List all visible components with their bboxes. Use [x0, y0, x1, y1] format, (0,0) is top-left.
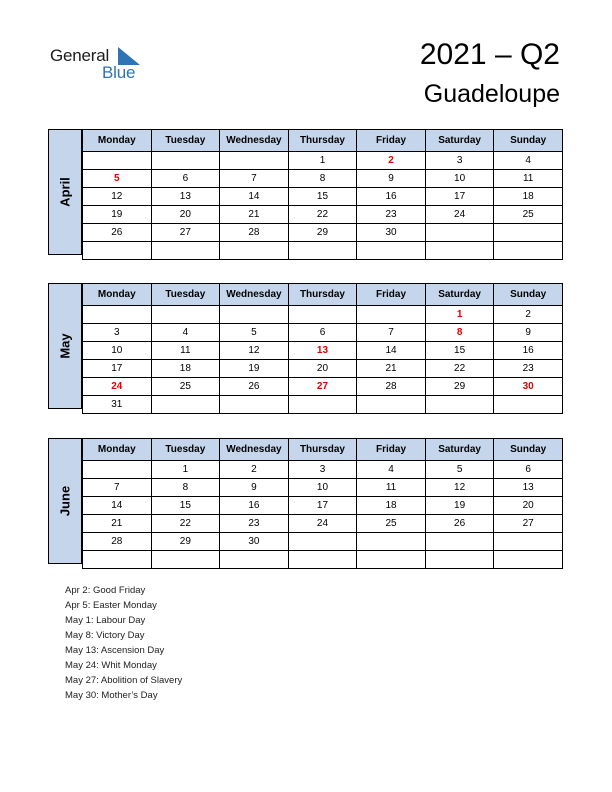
day-cell: 17	[425, 188, 494, 206]
day-cell: 30	[220, 533, 289, 551]
day-cell: 11	[151, 342, 220, 360]
weekday-header: Tuesday	[151, 439, 220, 461]
holiday-note: May 1: Labour Day	[65, 615, 146, 626]
week-row	[83, 497, 563, 515]
day-cell: 15	[151, 497, 220, 515]
day-cell: 17	[83, 360, 152, 378]
day-cell: 8	[151, 479, 220, 497]
week-row	[83, 533, 563, 551]
week-row	[83, 152, 563, 170]
day-cell: 27	[494, 515, 563, 533]
day-cell: 4	[151, 324, 220, 342]
day-cell: 11	[494, 170, 563, 188]
day-cell	[357, 396, 426, 414]
day-cell: 7	[220, 170, 289, 188]
day-cell	[357, 306, 426, 324]
holiday-note: Apr 2: Good Friday	[65, 585, 146, 596]
month-name: June	[57, 485, 73, 517]
day-cell: 20	[494, 497, 563, 515]
day-cell: 2	[357, 152, 426, 170]
holiday-note: May 24: Whit Monday	[65, 660, 157, 671]
day-cell: 16	[494, 342, 563, 360]
day-cell	[83, 461, 152, 479]
day-cell	[425, 224, 494, 242]
day-cell: 8	[425, 324, 494, 342]
weekday-header: Sunday	[494, 130, 563, 152]
day-cell: 21	[83, 515, 152, 533]
day-cell: 30	[357, 224, 426, 242]
day-cell: 5	[220, 324, 289, 342]
day-cell	[494, 242, 563, 260]
day-cell: 29	[425, 378, 494, 396]
weekday-header: Thursday	[288, 439, 357, 461]
weekday-header: Thursday	[288, 284, 357, 306]
week-row	[83, 515, 563, 533]
weekday-header: Tuesday	[151, 284, 220, 306]
day-cell: 27	[151, 224, 220, 242]
day-cell: 29	[151, 533, 220, 551]
page-subtitle: Guadeloupe	[423, 80, 560, 108]
day-cell: 24	[288, 515, 357, 533]
day-cell	[83, 242, 152, 260]
day-cell: 18	[494, 188, 563, 206]
week-row	[83, 206, 563, 224]
day-cell: 25	[151, 378, 220, 396]
day-cell: 3	[288, 461, 357, 479]
weekday-header: Saturday	[425, 284, 494, 306]
day-cell	[151, 152, 220, 170]
day-cell: 13	[288, 342, 357, 360]
day-cell: 4	[494, 152, 563, 170]
week-row	[83, 551, 563, 569]
weekday-header: Friday	[357, 284, 426, 306]
day-cell	[220, 242, 289, 260]
weekday-header: Friday	[357, 130, 426, 152]
day-cell	[151, 396, 220, 414]
holiday-note: May 13: Ascension Day	[65, 645, 165, 656]
week-row	[83, 396, 563, 414]
day-cell: 2	[494, 306, 563, 324]
day-cell: 6	[151, 170, 220, 188]
day-cell	[83, 551, 152, 569]
weekday-header: Sunday	[494, 284, 563, 306]
month-name: May	[57, 333, 73, 359]
day-cell: 23	[357, 206, 426, 224]
day-cell: 1	[151, 461, 220, 479]
day-cell: 13	[494, 479, 563, 497]
day-cell	[220, 396, 289, 414]
day-cell: 15	[425, 342, 494, 360]
day-cell: 2	[220, 461, 289, 479]
day-cell: 9	[220, 479, 289, 497]
day-cell: 22	[151, 515, 220, 533]
day-cell: 29	[288, 224, 357, 242]
day-cell: 23	[220, 515, 289, 533]
day-cell: 18	[151, 360, 220, 378]
week-row	[83, 242, 563, 260]
month-name: April	[57, 177, 73, 207]
week-row	[83, 306, 563, 324]
day-cell: 25	[494, 206, 563, 224]
day-cell	[425, 533, 494, 551]
weekday-header: Wednesday	[220, 130, 289, 152]
day-cell	[288, 533, 357, 551]
day-cell	[357, 533, 426, 551]
day-cell: 22	[288, 206, 357, 224]
day-cell	[357, 551, 426, 569]
holiday-note: May 8: Victory Day	[65, 630, 145, 641]
day-cell	[494, 551, 563, 569]
day-cell: 8	[288, 170, 357, 188]
day-cell: 19	[425, 497, 494, 515]
day-cell	[83, 152, 152, 170]
day-cell: 14	[220, 188, 289, 206]
weekday-header: Saturday	[425, 130, 494, 152]
day-cell	[425, 551, 494, 569]
day-cell: 10	[425, 170, 494, 188]
week-row	[83, 342, 563, 360]
day-cell: 12	[83, 188, 152, 206]
week-row	[83, 170, 563, 188]
day-cell: 23	[494, 360, 563, 378]
day-cell: 5	[425, 461, 494, 479]
day-cell: 31	[83, 396, 152, 414]
day-cell: 28	[220, 224, 289, 242]
weekday-header: Thursday	[288, 130, 357, 152]
day-cell: 25	[357, 515, 426, 533]
day-cell	[288, 306, 357, 324]
month-label	[48, 283, 82, 409]
day-cell	[425, 242, 494, 260]
day-cell	[151, 242, 220, 260]
day-cell: 3	[425, 152, 494, 170]
week-row	[83, 378, 563, 396]
day-cell	[83, 306, 152, 324]
day-cell	[494, 224, 563, 242]
weekday-header-row	[83, 439, 563, 461]
week-row	[83, 324, 563, 342]
day-cell	[151, 306, 220, 324]
day-cell: 11	[357, 479, 426, 497]
day-cell: 7	[357, 324, 426, 342]
day-cell: 24	[425, 206, 494, 224]
day-cell: 6	[494, 461, 563, 479]
day-cell	[220, 152, 289, 170]
week-row	[83, 188, 563, 206]
month-block-april	[48, 129, 563, 255]
holiday-notes	[65, 583, 182, 703]
month-table	[82, 283, 563, 414]
week-row	[83, 224, 563, 242]
holiday-note: May 27: Abolition of Slavery	[65, 675, 183, 686]
weekday-header-row	[83, 284, 563, 306]
weekday-header-row	[83, 130, 563, 152]
day-cell: 19	[220, 360, 289, 378]
day-cell: 20	[288, 360, 357, 378]
day-cell: 18	[357, 497, 426, 515]
day-cell: 28	[357, 378, 426, 396]
day-cell: 26	[220, 378, 289, 396]
weekday-header: Friday	[357, 439, 426, 461]
week-row	[83, 479, 563, 497]
day-cell	[494, 396, 563, 414]
day-cell: 1	[288, 152, 357, 170]
day-cell: 10	[288, 479, 357, 497]
month-label	[48, 129, 82, 255]
weekday-header: Wednesday	[220, 284, 289, 306]
month-label	[48, 438, 82, 564]
day-cell: 21	[220, 206, 289, 224]
day-cell	[357, 242, 426, 260]
day-cell: 3	[83, 324, 152, 342]
day-cell: 7	[83, 479, 152, 497]
month-block-june	[48, 438, 563, 564]
week-row	[83, 461, 563, 479]
day-cell: 26	[83, 224, 152, 242]
weekday-header: Monday	[83, 284, 152, 306]
weekday-header: Monday	[83, 439, 152, 461]
day-cell	[151, 551, 220, 569]
month-block-may	[48, 283, 563, 409]
holiday-note: May 30: Mother’s Day	[65, 690, 158, 701]
day-cell	[494, 533, 563, 551]
day-cell: 6	[288, 324, 357, 342]
day-cell	[288, 551, 357, 569]
day-cell	[425, 396, 494, 414]
day-cell: 28	[83, 533, 152, 551]
logo	[50, 44, 160, 84]
day-cell: 24	[83, 378, 152, 396]
weekday-header: Saturday	[425, 439, 494, 461]
day-cell: 12	[425, 479, 494, 497]
day-cell: 14	[83, 497, 152, 515]
day-cell: 14	[357, 342, 426, 360]
logo-general-text: General	[50, 46, 110, 65]
day-cell: 9	[357, 170, 426, 188]
month-table	[82, 129, 563, 260]
day-cell: 5	[83, 170, 152, 188]
day-cell: 9	[494, 324, 563, 342]
day-cell: 4	[357, 461, 426, 479]
month-table	[82, 438, 563, 569]
day-cell: 1	[425, 306, 494, 324]
day-cell: 21	[357, 360, 426, 378]
day-cell: 22	[425, 360, 494, 378]
day-cell	[220, 551, 289, 569]
day-cell: 17	[288, 497, 357, 515]
day-cell: 27	[288, 378, 357, 396]
day-cell	[220, 306, 289, 324]
weekday-header: Wednesday	[220, 439, 289, 461]
day-cell	[288, 396, 357, 414]
day-cell	[288, 242, 357, 260]
day-cell: 13	[151, 188, 220, 206]
day-cell: 19	[83, 206, 152, 224]
day-cell: 16	[357, 188, 426, 206]
day-cell: 10	[83, 342, 152, 360]
page-title: 2021 – Q2	[419, 38, 560, 71]
day-cell: 15	[288, 188, 357, 206]
day-cell: 26	[425, 515, 494, 533]
holiday-note: Apr 5: Easter Monday	[65, 600, 157, 611]
week-row	[83, 360, 563, 378]
weekday-header: Sunday	[494, 439, 563, 461]
day-cell: 12	[220, 342, 289, 360]
day-cell: 30	[494, 378, 563, 396]
weekday-header: Monday	[83, 130, 152, 152]
day-cell: 20	[151, 206, 220, 224]
day-cell: 16	[220, 497, 289, 515]
weekday-header: Tuesday	[151, 130, 220, 152]
logo-blue-text: Blue	[102, 63, 136, 82]
